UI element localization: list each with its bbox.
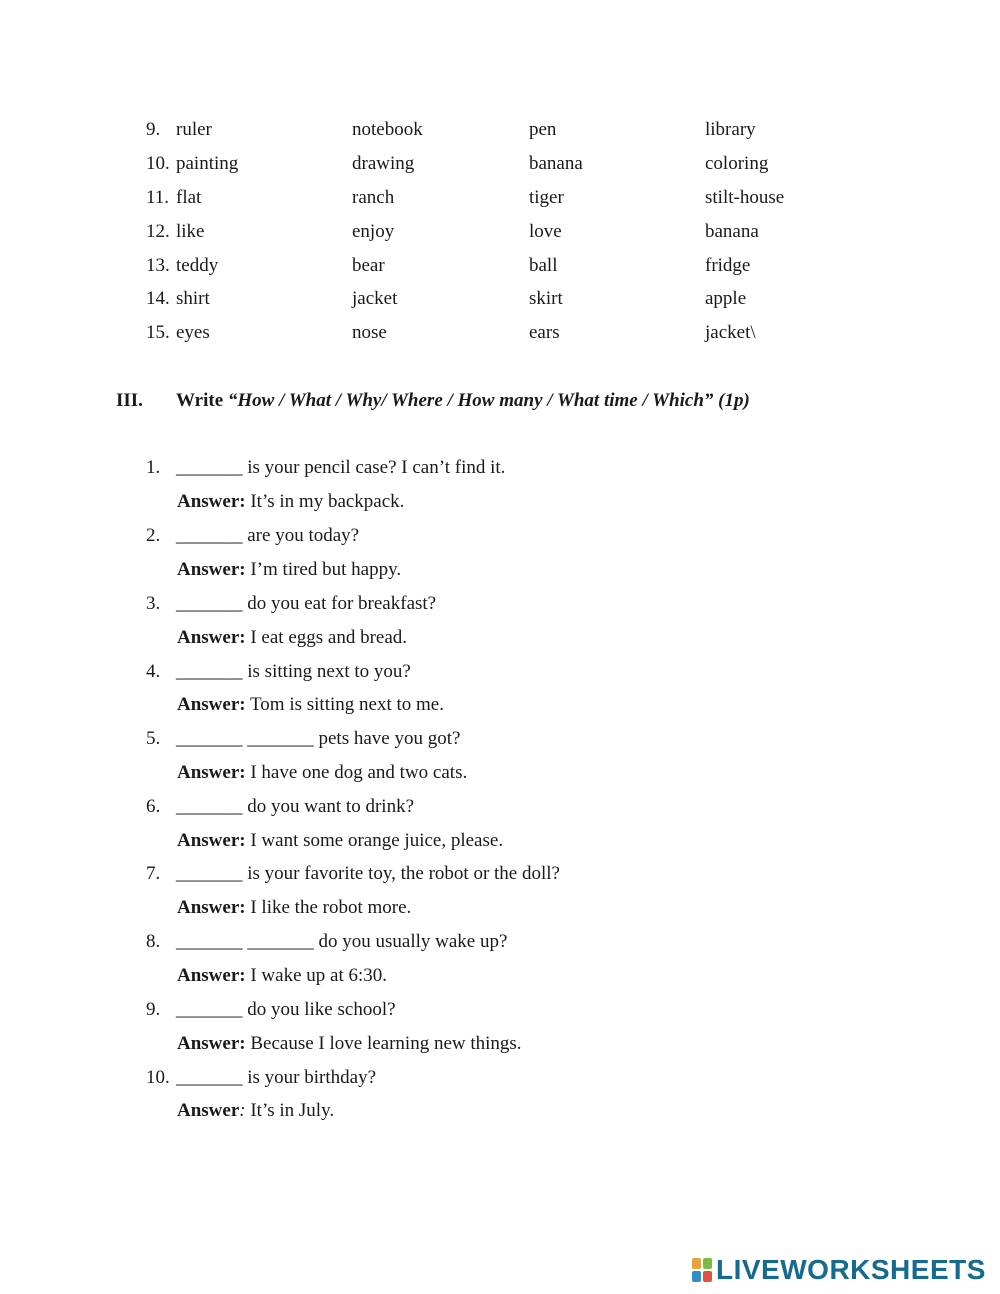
answer-label: Answer: [177,559,246,580]
word-option: painting [176,153,239,174]
section-instruction [176,384,750,418]
answer-line [177,891,411,925]
question-item [0,925,1000,959]
word-row [0,113,1000,147]
answer-text: It’s in my backpack. [245,491,405,512]
word-option: love [529,221,562,242]
question-text: _______ do you like school? [176,999,396,1020]
question-text: _______ _______ do you usually wake up? [176,931,508,952]
answer-text: I’m tired but happy. [245,559,402,580]
answer-label: Answer: [177,694,246,715]
write-label: Write [176,390,228,411]
word-option: teddy [176,255,219,276]
word-option: skirt [529,288,563,309]
answer-label: Answer: [177,830,246,851]
section-number: III. [116,390,143,411]
answer-text: I wake up at 6:30. [245,965,388,986]
word-option: ranch [352,187,395,208]
word-option: tiger [529,187,564,208]
answer-text: I like the robot more. [245,897,412,918]
word-option: apple [705,288,747,309]
question-number: 4. [146,661,161,682]
word-option: ruler [176,119,212,140]
row-number: 10. [146,153,170,174]
question-text: _______ _______ pets have you got? [176,728,461,749]
question-item [0,722,1000,756]
word-option: ears [529,322,560,343]
row-number: 9. [146,119,161,140]
row-number: 14. [146,288,170,309]
word-option: pen [529,119,557,140]
question-number: 8. [146,931,161,952]
answer-label: Answer: [177,897,246,918]
answer-label: Answer: [177,627,246,648]
question-number: 6. [146,796,161,817]
word-option: jacket\ [705,322,756,343]
question-item [0,451,1000,485]
answer-line [177,824,503,858]
word-option: drawing [352,153,415,174]
question-number: 3. [146,593,161,614]
word-option: jacket [352,288,398,309]
answer-label: Answer: [177,1033,246,1054]
word-option: enjoy [352,221,395,242]
question-number: 5. [146,728,161,749]
answer-label: Answer: [177,491,246,512]
liveworksheets-logo[interactable] [692,1253,986,1287]
word-option: notebook [352,119,423,140]
word-option: fridge [705,255,751,276]
word-option: stilt-house [705,187,785,208]
question-text: _______ is your birthday? [176,1067,377,1088]
answer-line [177,756,467,790]
answer-line [177,959,387,993]
word-option: eyes [176,322,210,343]
question-item [0,587,1000,621]
question-number: 2. [146,525,161,546]
question-number: 7. [146,863,161,884]
answer-text: I have one dog and two cats. [245,762,468,783]
word-row [0,316,1000,350]
question-number: 10. [146,1067,170,1088]
word-option: bear [352,255,385,276]
answer-label: Answer [177,1100,240,1121]
row-number: 11. [146,187,170,208]
answer-line [177,621,407,655]
word-option: banana [705,221,759,242]
word-row [0,181,1000,215]
answer-line [177,553,401,587]
question-item [0,1061,1000,1095]
word-option: shirt [176,288,210,309]
answer-line [177,1027,522,1061]
question-item [0,519,1000,553]
answer-text: I eat eggs and bread. [245,627,408,648]
row-number: 12. [146,221,170,242]
question-item [0,790,1000,824]
question-item [0,857,1000,891]
logo-mark-icon [692,1258,712,1282]
answer-line [177,688,444,722]
word-option: library [705,119,756,140]
word-row [0,147,1000,181]
word-row [0,249,1000,283]
answer-text: It’s in July. [245,1100,335,1121]
word-option: like [176,221,205,242]
word-option: flat [176,187,202,208]
question-text: _______ is your pencil case? I can’t find it. [176,457,506,478]
logo-text: LIVEWORKSHEETS [716,1254,986,1285]
word-option: banana [529,153,583,174]
question-text: _______ is your favorite toy, the robot or the doll? [176,863,560,884]
section-heading [0,384,1000,418]
answer-text: Because I love learning new things. [245,1033,522,1054]
word-option: coloring [705,153,769,174]
answer-label: Answer: [177,965,246,986]
question-number: 9. [146,999,161,1020]
question-text: _______ do you eat for breakfast? [176,593,437,614]
word-row [0,282,1000,316]
row-number: 13. [146,255,170,276]
row-number: 15. [146,322,170,343]
word-option: nose [352,322,387,343]
question-item [0,655,1000,689]
question-text: _______ do you want to drink? [176,796,415,817]
question-text: _______ is sitting next to you? [176,661,411,682]
answer-colon: : [239,1100,246,1121]
instruction-options: “How / What / Why/ Where / How many / What time / Which” (1p) [227,390,750,411]
word-row [0,215,1000,249]
word-option: ball [529,255,558,276]
answer-label: Answer: [177,762,246,783]
question-item [0,993,1000,1027]
question-number: 1. [146,457,161,478]
answer-line [177,1094,334,1128]
question-text: _______ are you today? [176,525,360,546]
answer-line [177,485,404,519]
answer-text: I want some orange juice, please. [245,830,504,851]
answer-text: Tom is sitting next to me. [245,694,444,715]
